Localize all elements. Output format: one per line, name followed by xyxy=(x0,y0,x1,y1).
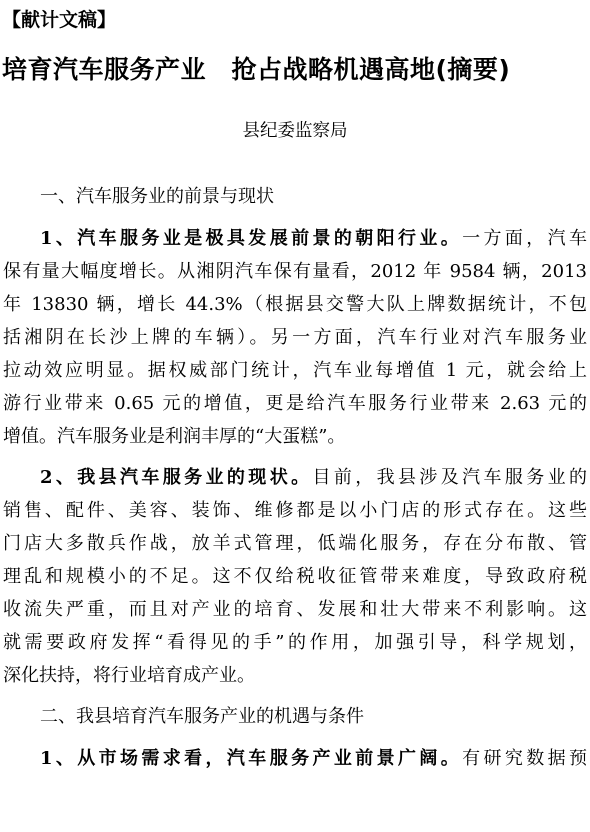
article-author: 县纪委监察局 xyxy=(242,121,348,141)
paragraph-2-line-1-rest: 目前，我县涉及汽车服务业的 xyxy=(312,467,587,488)
paragraph-2-line-5: 收流失严重，而且对产业的培育、发展和壮大带来不利影响。这 xyxy=(3,599,587,620)
paragraph-2-lead: 2、我县汽车服务业的现状。 xyxy=(40,467,313,488)
paragraph-1-line-3: 年 13830 辆，增长 44.3%（根据县交警大队上牌数据统计，不包 xyxy=(3,294,587,315)
paragraph-2-line-4: 理乱和规模小的不足。这不仅给税收征管带来难度，导致政府税 xyxy=(3,566,587,587)
paragraph-1-line-2: 保有量大幅度增长。从湘阴汽车保有量看，2012 年 9584 辆，2013 xyxy=(3,261,587,282)
paragraph-2-line-1 xyxy=(40,465,587,491)
paragraph-1-line-1-rest: 一方面，汽车 xyxy=(462,228,588,249)
article-title: 培育汽车服务产业 抢占战略机遇高地(摘要) xyxy=(2,55,511,84)
paragraph-2-line-3: 门店大多散兵作战，放羊式管理，低端化服务，存在分布散、管 xyxy=(3,533,587,554)
paragraph-3-line-1-rest: 有研究数据预 xyxy=(462,748,588,769)
paragraph-1-lead: 1、汽车服务业是极具发展前景的朝阳行业。 xyxy=(40,228,463,249)
paragraph-1-line-5: 拉动效应明显。据权威部门统计，汽车业每增值 1 元，就会给上 xyxy=(3,360,587,381)
paragraph-3-line-1 xyxy=(40,746,587,772)
paragraph-3-lead: 1、从市场需求看，汽车服务产业前景广阔。 xyxy=(40,748,463,769)
paragraph-1-line-6: 游行业带来 0.65 元的增值，更是给汽车服务行业带来 2.63 元的 xyxy=(3,393,587,414)
paragraph-1-line-7: 增值。汽车服务业是利润丰厚的“大蛋糕”。 xyxy=(3,426,346,447)
section-1-heading: 一、汽车服务业的前景与现状 xyxy=(40,186,274,207)
paragraph-2-line-6: 就需要政府发挥“看得见的手”的作用，加强引导，科学规划， xyxy=(3,632,587,653)
paragraph-2-line-7: 深化扶持，将行业培育成产业。 xyxy=(3,665,255,686)
paragraph-2-line-2: 销售、配件、美容、装饰、维修都是以小门店的形式存在。这些 xyxy=(3,500,587,521)
column-tag: 【献计文稿】 xyxy=(2,9,117,31)
section-2-heading: 二、我县培育汽车服务产业的机遇与条件 xyxy=(40,706,364,727)
paragraph-1-line-1 xyxy=(40,226,587,252)
paragraph-1-line-4: 括湘阴在长沙上牌的车辆）。另一方面，汽车行业对汽车服务业 xyxy=(3,327,587,348)
